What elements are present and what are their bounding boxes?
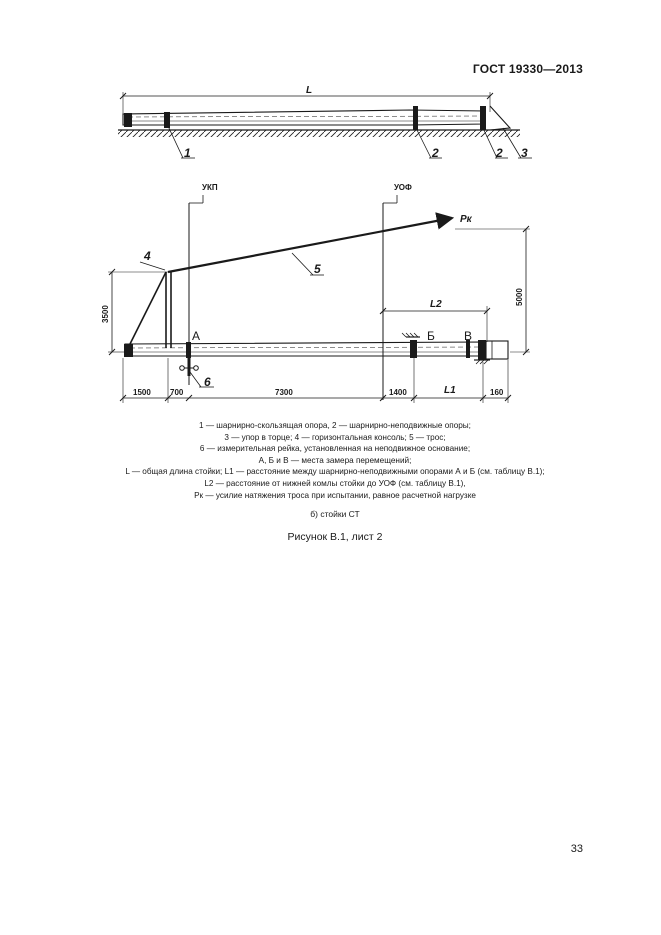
point-a-label: А [192, 329, 201, 343]
uof-label: УОФ [394, 183, 412, 192]
end-stop-3 [490, 106, 510, 130]
dim-7300: 7300 [275, 388, 293, 397]
figure-subcaption: б) стойки СТ [310, 509, 360, 519]
point-v-label: В [464, 329, 473, 343]
figure-legend [100, 420, 570, 501]
console-brace [128, 272, 166, 348]
legend-line: L — общая длина стойки; L1 — расстояние между шарнирно-неподвижными опорами А и Б (см. таблицу В.1); [125, 467, 545, 477]
post-body [123, 110, 485, 125]
legend-line: 6 — измерительная рейка, установленная на неподвижное основание; [199, 444, 471, 454]
cable-5 [168, 218, 452, 272]
dim-700: 700 [170, 388, 184, 397]
technical-drawing [0, 0, 661, 420]
sliding-support-1 [164, 112, 170, 128]
callout-5: 5 [314, 262, 321, 276]
figure-caption: Рисунок В.1, лист 2 [287, 531, 383, 543]
top-view [118, 85, 532, 160]
end-cap [486, 341, 508, 359]
fixed-support-2a [413, 106, 418, 130]
callout-2a: 2 [432, 146, 439, 160]
point-b-label: Б [427, 329, 435, 343]
height-5000-label: 5000 [515, 288, 524, 306]
dim-1400: 1400 [389, 388, 407, 397]
l2-label: L2 [430, 299, 442, 310]
legend-line: 1 — шарнирно-скользящая опора, 2 — шарнирно-неподвижные опоры; [199, 421, 471, 430]
dim-1500: 1500 [133, 388, 151, 397]
callout-4: 4 [144, 249, 151, 263]
l1-label: L1 [444, 385, 456, 396]
callout-3: 3 [521, 146, 528, 160]
length-label: L [306, 85, 313, 96]
legend-line: 3 — упор в торце; 4 — горизонтальная консоль; 5 — трос; [224, 432, 446, 442]
callout-1: 1 [184, 146, 191, 160]
height-3500-label: 3500 [101, 305, 110, 323]
post-body-bottom [125, 342, 480, 356]
page-number: 33 [570, 843, 583, 855]
fixed-support-2b [480, 106, 486, 130]
callout-2b: 2 [496, 146, 503, 160]
callout-6: 6 [204, 375, 211, 389]
legend-line: А, Б и В — места замера перемещений; [258, 455, 412, 465]
force-label: Pк [460, 214, 472, 225]
legend-line: Pк — усилие натяжения троса при испытании, равное расчетной нагрузке [194, 490, 476, 500]
bottom-view [101, 183, 530, 403]
document-standard-header: ГОСТ 19330—2013 [472, 62, 583, 76]
ukp-label: УКП [202, 183, 218, 192]
legend-line: L2 — расстояние от нижней комлы стойки до УОФ (см. таблицу В.1), [204, 478, 466, 488]
dim-160: 160 [490, 388, 504, 397]
